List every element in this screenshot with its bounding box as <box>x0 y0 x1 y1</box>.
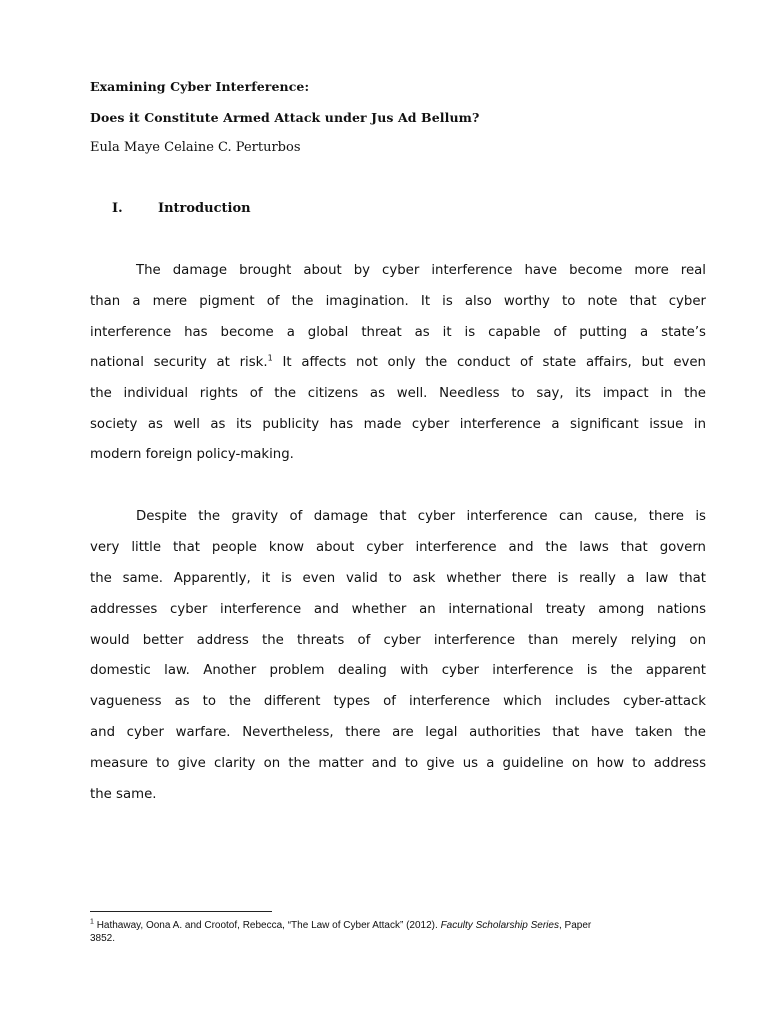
paragraph-1-line: society as well as its publicity has made cyber interference a significant issue in <box>90 417 706 432</box>
paragraph-1-line: the individual rights of the citizens as well. Needless to say, its impact in the <box>90 386 706 401</box>
footnote-separator <box>90 911 272 912</box>
document-author: Eula Maye Celaine C. Perturbos <box>90 140 301 155</box>
paragraph-2-line: very little that people know about cyber interference and the laws that govern <box>90 540 706 555</box>
paragraph-2-line: domestic law. Another problem dealing with cyber interference is the apparent <box>90 663 706 678</box>
paragraph-2-line: and cyber warfare. Nevertheless, there are legal authorities that have taken the <box>90 725 706 740</box>
section-number: I. <box>112 201 123 216</box>
paragraph-2-line: Despite the gravity of damage that cyber interference can cause, there is <box>136 509 706 524</box>
paragraph-1-line: The damage brought about by cyber interference have become more real <box>136 263 706 278</box>
paragraph-1-line: modern foreign policy-making. <box>90 447 294 462</box>
footnote <box>90 919 670 932</box>
paragraph-2-line: the same. Apparently, it is even valid to ask whether there is really a law that <box>90 571 706 586</box>
paragraph-1-text: national security at risk. <box>90 355 268 370</box>
paragraph-1-text: It affects not only the conduct of state affairs, but even <box>282 355 706 370</box>
paragraph-1-line: than a mere pigment of the imagination. It is also worthy to note that cyber <box>90 294 706 309</box>
paragraph-2-line: would better address the threats of cyber interference than merely relying on <box>90 633 706 648</box>
paragraph-2-line: vagueness as to the different types of interference which includes cyber-attack <box>90 694 706 709</box>
footnote-reference[interactable]: 1 <box>267 353 273 363</box>
paragraph-2-line: addresses cyber interference and whether an international treaty among nations <box>90 602 706 617</box>
paragraph-2-line: the same. <box>90 787 157 802</box>
footnote-continuation: 3852. <box>90 933 116 944</box>
document-title-line-2: Does it Constitute Armed Attack under Jus Ad Bellum? <box>90 110 480 125</box>
footnote-citation-end: , Paper <box>558 920 592 931</box>
paragraph-2-line: measure to give clarity on the matter and to give us a guideline on how to address <box>90 756 706 771</box>
section-heading <box>112 201 251 216</box>
footnote-series: Faculty Scholarship Series <box>440 920 559 931</box>
paragraph-1-line: interference has become a global threat as it is capable of putting a state’s <box>90 325 706 340</box>
paragraph-1-line <box>90 355 706 370</box>
footnote-citation: Hathaway, Oona A. and Crootof, Rebecca, “The Law of Cyber Attack” (2012). <box>96 920 441 931</box>
document-title-line-1: Examining Cyber Interference: <box>90 79 310 94</box>
section-title: Introduction <box>158 201 251 216</box>
footnote-number: 1 <box>90 918 94 926</box>
